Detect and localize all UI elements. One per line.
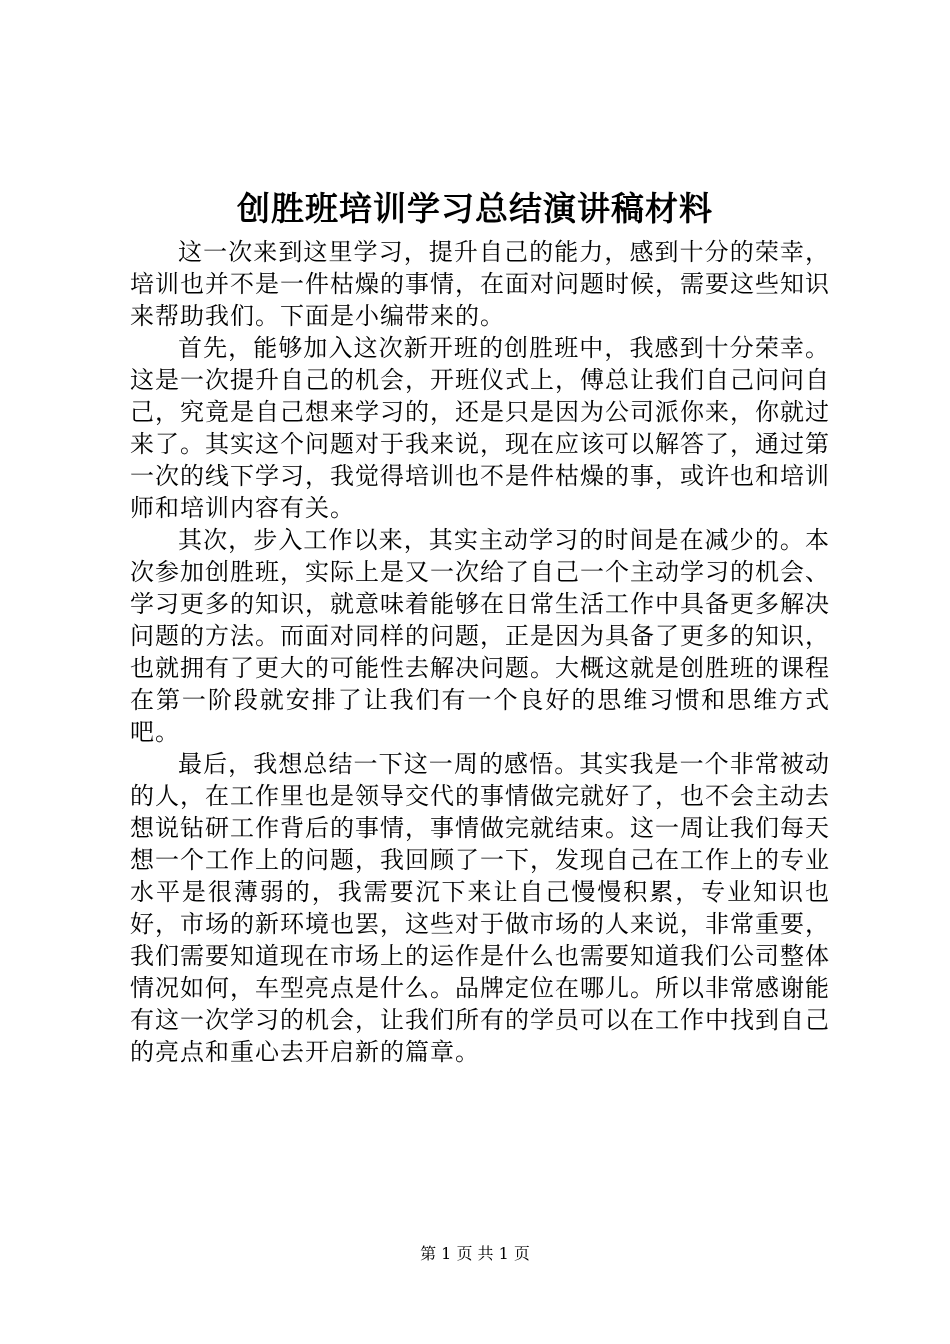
paragraph-second: 其次，步入工作以来，其实主动学习的时间是在减少的。本次参加创胜班，实际上是又一次给了自己一个主动学习的机会、学习更多的知识，就意味着能够在日常生活工作中具备更多解决问题的方法。而面对同样的问题，正是因为具备了更多的知识，也就拥有了更大的可能性去解决问题。大概这就是创胜班的课程在第一阶段就安排了让我们有一个良好的思维习惯和思维方式吧。: [130, 526, 830, 746]
paragraph-intro: 这一次来到这里学习，提升自己的能力，感到十分的荣幸，培训也并不是一件枯燥的事情，在面对问题时候，需要这些知识来帮助我们。下面是小编带来的。: [130, 238, 830, 330]
document-title: 创胜班培训学习总结演讲稿材料: [237, 189, 713, 228]
paragraph-first: 首先，能够加入这次新开班的创胜班中，我感到十分荣幸。这是一次提升自己的机会，开班仪式上，傅总让我们自己问问自己，究竟是自己想来学习的，还是只是因为公司派你来，你就过来了。其实这个问题对于我来说，现在应该可以解答了，通过第一次的线下学习，我觉得培训也不是件枯燥的事，或许也和培训师和培训内容有关。: [130, 334, 830, 522]
paragraph-last: 最后，我想总结一下这一周的感悟。其实我是一个非常被动的人，在工作里也是领导交代的事情做完就好了，也不会主动去想说钻研工作背后的事情，事情做完就结束。这一周让我们每天想一个工作上的问题，我回顾了一下，发现自己在工作上的专业水平是很薄弱的，我需要沉下来让自己慢慢积累，专业知识也好，市场的新环境也罢，这些对于做市场的人来说，非常重要，我们需要知道现在市场上的运作是什么也需要知道我们公司整体情况如何，车型亮点是什么。品牌定位在哪儿。所以非常感谢能有这一次学习的机会，让我们所有的学员可以在工作中找到自己的亮点和重心去开启新的篇章。: [130, 750, 830, 1066]
page-footer: 第 1 页 共 1 页: [420, 1244, 530, 1263]
document-body: [130, 236, 830, 1068]
